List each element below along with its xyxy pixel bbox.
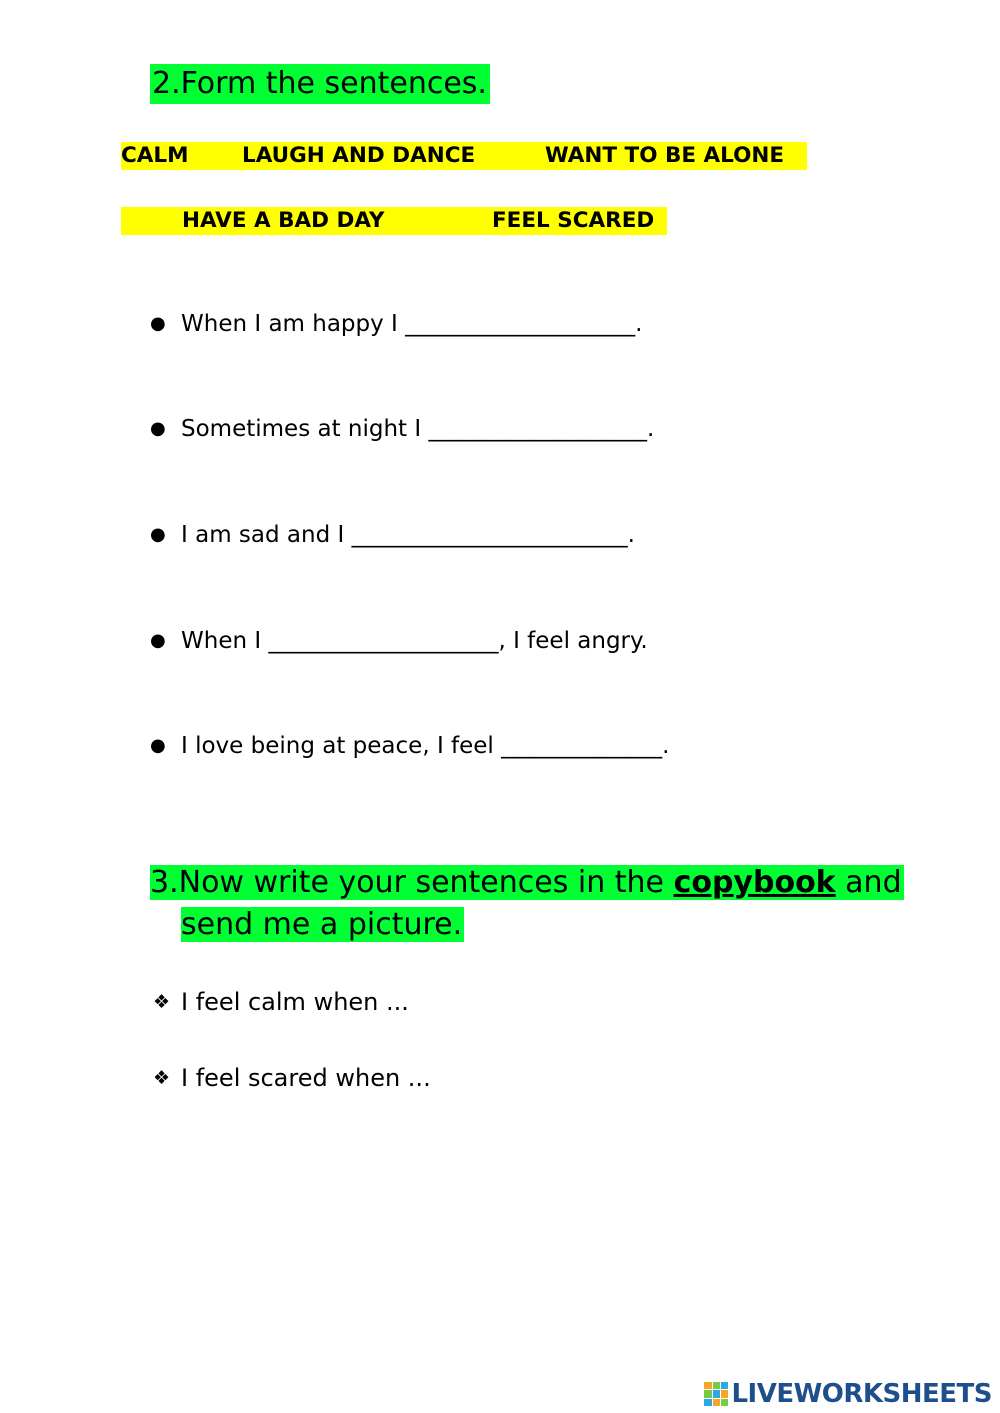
bullet-icon: ● xyxy=(150,524,166,545)
sentence-text: I am sad and I ________________________. xyxy=(181,522,635,548)
liveworksheets-logo xyxy=(704,1376,992,1412)
sentence-text: When I am happy I ____________________. xyxy=(181,311,643,337)
sentence-item xyxy=(150,414,654,444)
sentence-text: When I ____________________, I feel angry. xyxy=(181,628,648,654)
bullet-icon: ● xyxy=(150,418,166,439)
sentence-item xyxy=(150,520,635,550)
section-2-title: 2.Form the sentences. xyxy=(150,64,490,104)
section-3-title-part2: and xyxy=(835,865,902,900)
sentence-item xyxy=(150,626,648,656)
sentence-text: Sometimes at night I ___________________. xyxy=(181,416,655,442)
prompt-item xyxy=(153,987,409,1017)
section-3-title-part1: 3.Now write your sentences in the xyxy=(150,865,674,900)
section-3-title-line2: send me a picture. xyxy=(181,907,463,942)
bullet-icon: ● xyxy=(150,735,166,756)
bullet-icon: ● xyxy=(150,630,166,651)
word-bank-item: HAVE A BAD DAY xyxy=(182,208,385,233)
word-bank-row-2 xyxy=(121,207,667,235)
section-3-title xyxy=(150,862,920,946)
prompt-text: I feel scared when ... xyxy=(181,1064,431,1092)
diamond-bullet-icon: ❖ xyxy=(153,1067,171,1089)
copybook-emphasis: copybook xyxy=(673,865,836,900)
prompt-text: I feel calm when ... xyxy=(181,988,409,1016)
sentence-text: I love being at peace, I feel ______________. xyxy=(181,733,670,759)
sentence-item xyxy=(150,731,669,761)
word-bank-row-1 xyxy=(121,142,807,170)
diamond-bullet-icon: ❖ xyxy=(153,991,171,1013)
word-bank-item: WANT TO BE ALONE xyxy=(545,143,785,168)
logo-grid-icon xyxy=(704,1382,728,1406)
word-bank-item: CALM xyxy=(121,143,189,168)
prompt-item xyxy=(153,1063,431,1093)
sentence-item xyxy=(150,309,642,339)
word-bank-item: LAUGH AND DANCE xyxy=(242,143,476,168)
bullet-icon: ● xyxy=(150,313,166,334)
word-bank-item: FEEL SCARED xyxy=(492,208,655,233)
logo-text: LIVEWORKSHEETS xyxy=(731,1379,992,1409)
